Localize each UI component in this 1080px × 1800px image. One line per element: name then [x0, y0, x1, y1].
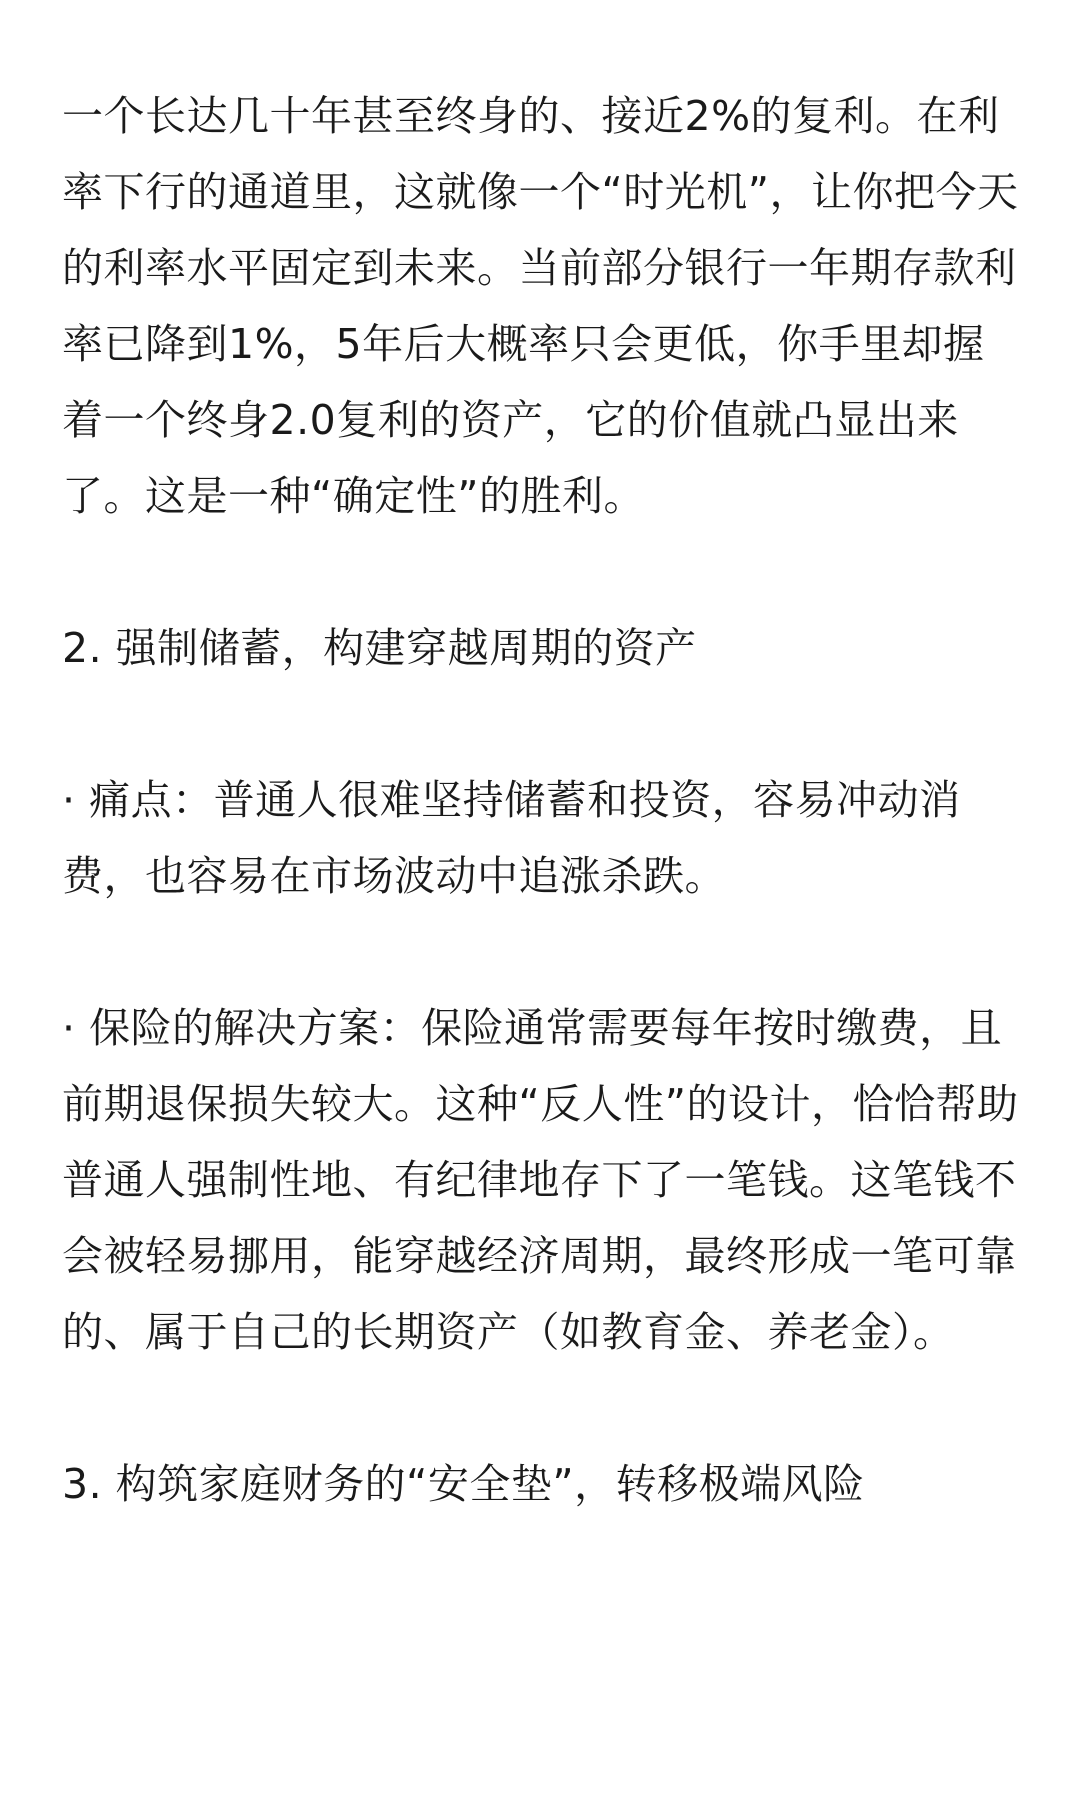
article-body: [62, 78, 1020, 1522]
paragraph-compound-interest: 一个长达几十年甚至终身的、接近2%的复利。在利率下行的通道里，这就像一个“时光机”，让你把今天的利率水平固定到未来。当前部分银行一年期存款利率已降到1%，5年后大概率只会更低，你手里却握着一个终身2.0复利的资产，它的价值就凸显出来了。这是一种“确定性”的胜利。: [62, 92, 1019, 520]
section-heading-forced-savings: 2. 强制储蓄，构建穿越周期的资产: [62, 624, 697, 672]
section-heading-safety-cushion: 3. 构筑家庭财务的“安全垫”，转移极端风险: [62, 1460, 865, 1508]
paragraph-gap: [62, 534, 1020, 610]
bullet-pain-point: · 痛点：普通人很难坚持储蓄和投资，容易冲动消费，也容易在市场波动中追涨杀跌。: [62, 776, 961, 900]
paragraph-gap: [62, 914, 1020, 990]
bullet-insurance-solution: · 保险的解决方案：保险通常需要每年按时缴费，且前期退保损失较大。这种“反人性”的设计，恰恰帮助普通人强制性地、有纪律地存下了一笔钱。这笔钱不会被轻易挪用，能穿越经济周期，最终形成一笔可靠的、属于自己的长期资产（如教育金、养老金）。: [62, 1004, 1019, 1356]
paragraph-gap: [62, 1370, 1020, 1446]
paragraph-gap: [62, 686, 1020, 762]
